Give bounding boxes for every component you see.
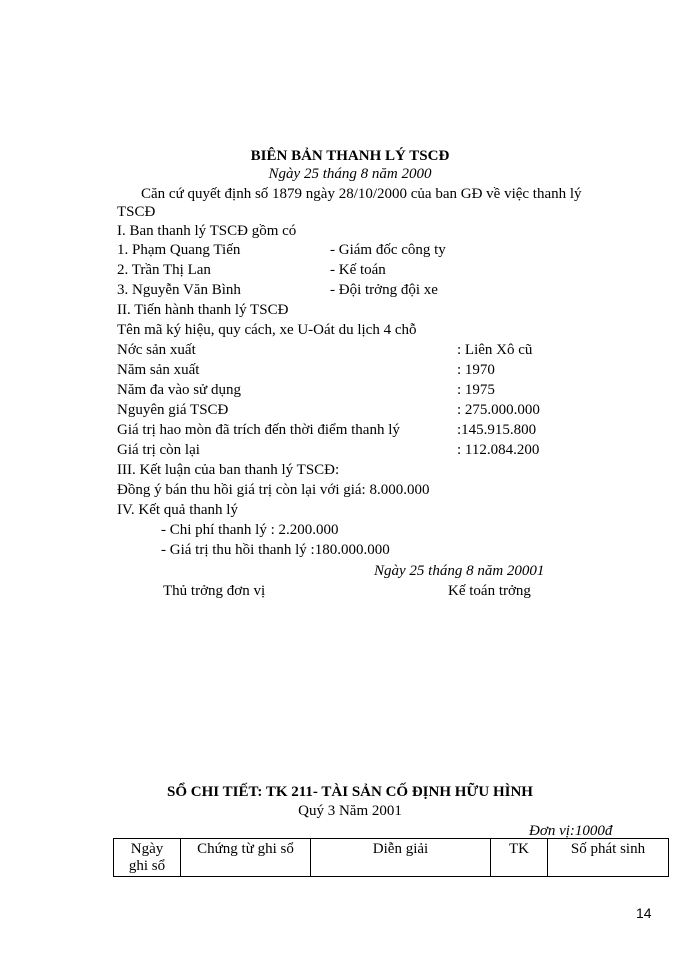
ledger-table bbox=[113, 838, 669, 877]
minutes-date: Ngày 25 tháng 8 năm 2000 bbox=[268, 166, 432, 182]
column-header-account: TK bbox=[491, 839, 548, 877]
section-1-heading: I. Ban thanh lý TSCĐ gồm có bbox=[117, 223, 297, 239]
ledger-unit: Đơn vị:1000đ bbox=[529, 823, 613, 839]
detail-label: Giá trị hao mòn đã trích đến thời điểm thanh lý bbox=[117, 422, 400, 438]
minutes-title: BIÊN BẢN THANH LÝ TSCĐ bbox=[250, 148, 450, 164]
signature-date: Ngày 25 tháng 8 năm 20001 bbox=[374, 563, 545, 579]
detail-value: : 1975 bbox=[457, 382, 495, 398]
page-number: 14 bbox=[636, 905, 652, 921]
detail-label: Năm đa vào sử dụng bbox=[117, 382, 241, 398]
result-item: - Giá trị thu hồi thanh lý :180.000.000 bbox=[161, 542, 390, 558]
member-role: - Giám đốc công ty bbox=[330, 242, 446, 258]
column-header-date: Ngày ghi sổ bbox=[114, 839, 181, 877]
result-item: - Chi phí thanh lý : 2.200.000 bbox=[161, 522, 339, 538]
signature-left-label: Thủ trởng đơn vị bbox=[163, 583, 266, 599]
member-name: 1. Phạm Quang Tiến bbox=[117, 242, 241, 258]
detail-value: :145.915.800 bbox=[457, 422, 537, 438]
detail-value: : 275.000.000 bbox=[457, 402, 540, 418]
detail-label: Giá trị còn lại bbox=[117, 442, 200, 458]
section-4-heading: IV. Kết quả thanh lý bbox=[117, 502, 238, 518]
ledger-title: SỔ CHI TIẾT: TK 211- TÀI SẢN CỐ ĐỊNH HỮU HÌNH bbox=[167, 784, 533, 800]
member-role: - Đội trởng đội xe bbox=[330, 282, 438, 298]
column-header-voucher: Chứng từ ghi sổ bbox=[181, 839, 311, 877]
detail-value: : 112.084.200 bbox=[457, 442, 540, 458]
column-header-amount: Số phát sinh bbox=[548, 839, 669, 877]
column-header-description: Diễn giải bbox=[311, 839, 491, 877]
section-2-heading: II. Tiến hành thanh lý TSCĐ bbox=[117, 302, 289, 318]
detail-label: Nớc sản xuất bbox=[117, 342, 196, 358]
ledger-header-row bbox=[114, 839, 669, 877]
basis-line-1: Căn cứ quyết định số 1879 ngày 28/10/2000 của ban GĐ về việc thanh lý bbox=[141, 186, 582, 202]
detail-label: Nguyên giá TSCĐ bbox=[117, 402, 229, 418]
detail-value: : Liên Xô cũ bbox=[457, 342, 533, 358]
member-name: 2. Trần Thị Lan bbox=[117, 262, 211, 278]
detail-value: : 1970 bbox=[457, 362, 495, 378]
member-name: 3. Nguyễn Văn Bình bbox=[117, 282, 241, 298]
member-role: - Kế toán bbox=[330, 262, 386, 278]
section-3-heading: III. Kết luận của ban thanh lý TSCĐ: bbox=[117, 462, 340, 478]
asset-description: Tên mã ký hiệu, quy cách, xe U-Oát du lịch 4 chỗ bbox=[117, 322, 417, 338]
detail-label: Năm sản xuất bbox=[117, 362, 200, 378]
ledger-period: Quý 3 Năm 2001 bbox=[298, 803, 402, 819]
conclusion-text: Đồng ý bán thu hồi giá trị còn lại với giá: 8.000.000 bbox=[117, 482, 430, 498]
basis-line-2: TSCĐ bbox=[117, 204, 156, 220]
signature-right-label: Kế toán trởng bbox=[448, 583, 531, 599]
